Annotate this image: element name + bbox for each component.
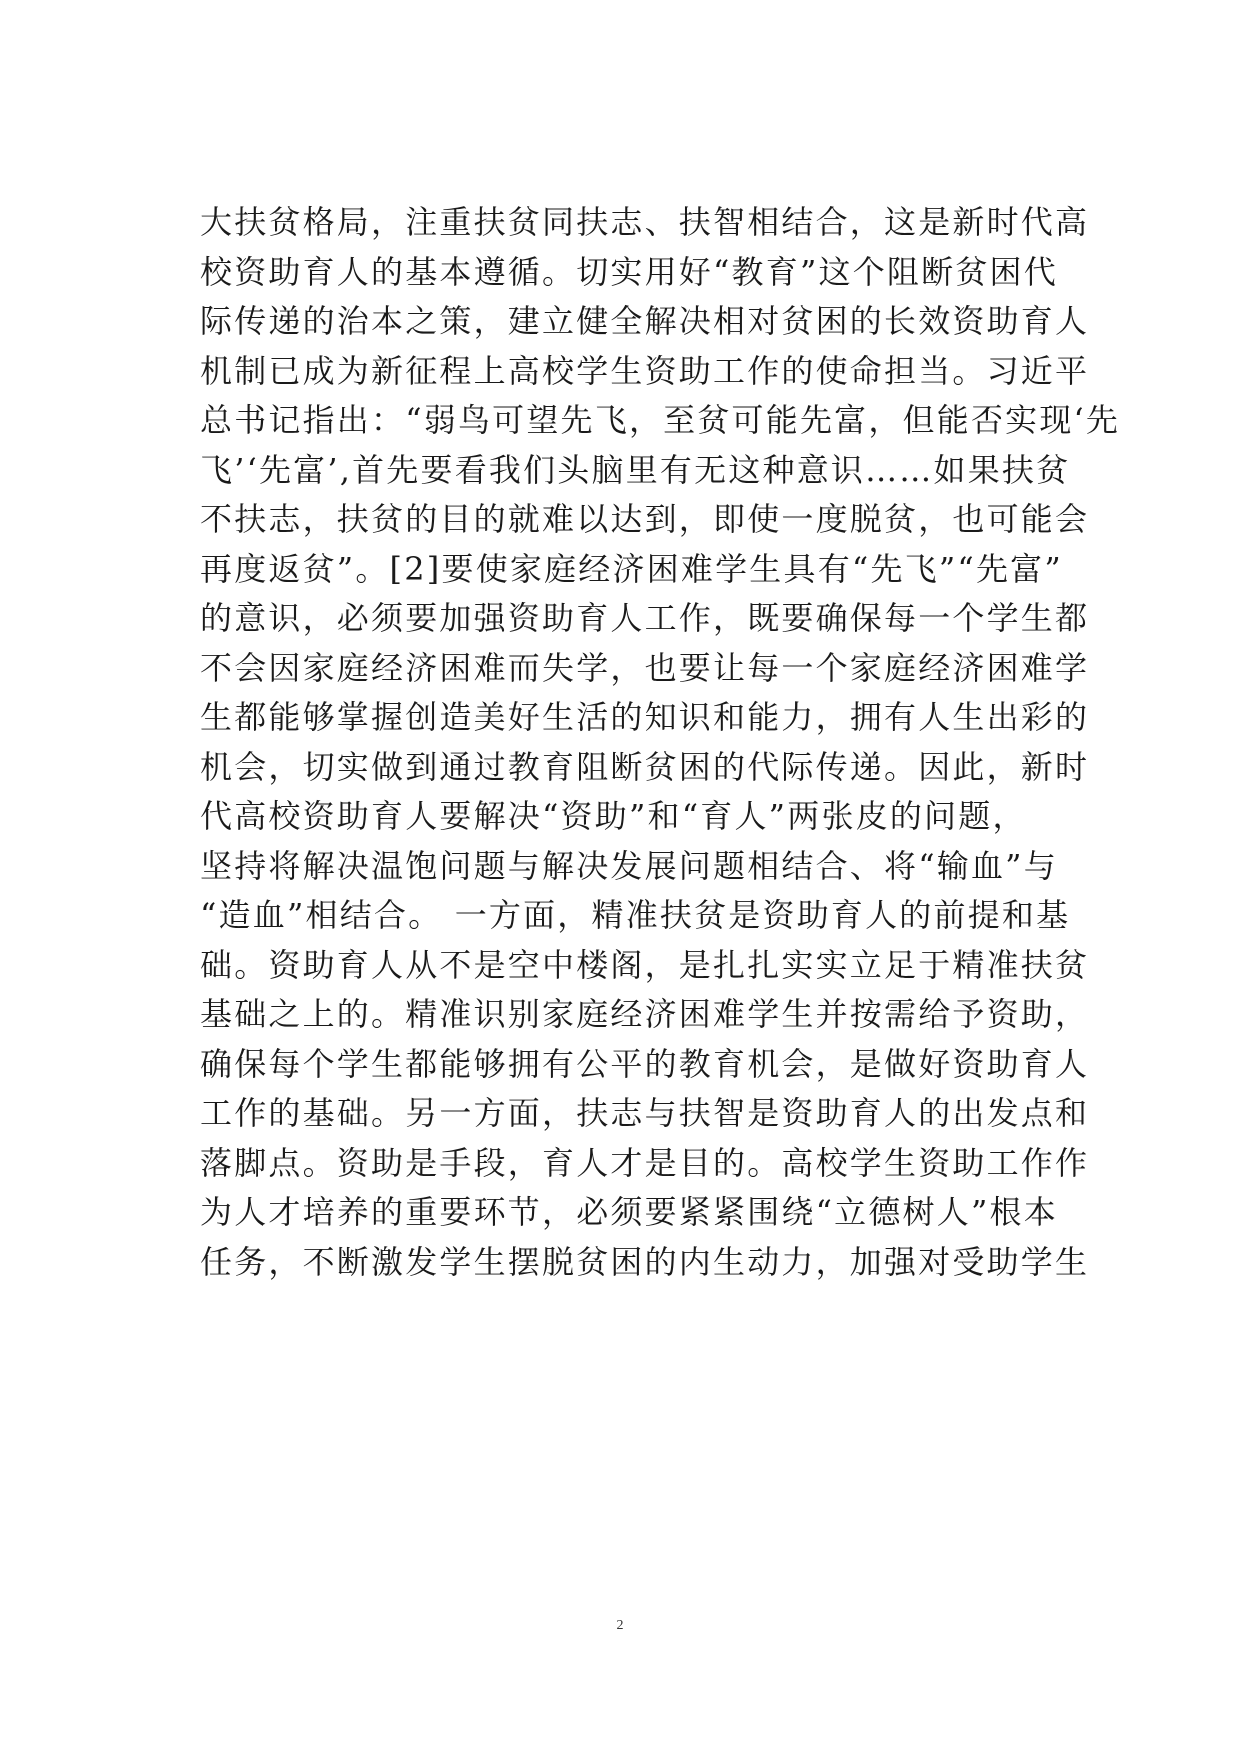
text-line-13: 代高校资助育人要解决“资助”和“育人”两张皮的问题， bbox=[200, 797, 1027, 835]
text-line-19: 工作的基础。另一方面，扶志与扶智是资助育人的出发点和 bbox=[200, 1094, 1090, 1132]
body-paragraph bbox=[200, 198, 1121, 1287]
text-line-22: 任务，不断激发学生摆脱贫困的内生动力，加强对受助学生 bbox=[200, 1242, 1090, 1281]
text-line-18: 确保每个学生都能够拥有公平的教育机会，是做好资助育人 bbox=[200, 1044, 1090, 1083]
text-line-10: 不会因家庭经济困难而失学，也要让每一个家庭经济困难学 bbox=[200, 648, 1090, 687]
text-line-4: 机制已成为新征程上高校学生资助工作的使命担当。习近平 bbox=[200, 351, 1090, 390]
text-line-8: 再度返贫”。[2]要使家庭经济困难学生具有“先飞”“先富” bbox=[200, 549, 1063, 588]
text-line-16: 础。资助育人从不是空中楼阁，是扎扎实实立足于精准扶贫 bbox=[200, 945, 1090, 984]
text-line-12: 机会，切实做到通过教育阻断贫困的代际传递。因此，新时 bbox=[200, 747, 1090, 786]
text-line-17: 基础之上的。精准识别家庭经济困难学生并按需给予资助， bbox=[200, 995, 1090, 1033]
text-line-21: 为人才培养的重要环节，必须要紧紧围绕“立德树人”根本 bbox=[200, 1193, 1058, 1231]
text-line-5: 总书记指出：“弱鸟可望先飞，至贫可能先富，但能否实现‘先 bbox=[200, 401, 1121, 439]
text-line-14: 坚持将解决温饱问题与解决发展问题相结合、将“输血”与 bbox=[200, 846, 1058, 885]
text-line-20: 落脚点。资助是手段，育人才是目的。高校学生资助工作作 bbox=[200, 1143, 1090, 1182]
text-line-2: 校资助育人的基本遵循。切实用好“教育”这个阻断贫困代 bbox=[200, 252, 1058, 291]
text-line-9: 的意识，必须要加强资助育人工作，既要确保每一个学生都 bbox=[200, 599, 1090, 637]
text-line-11: 生都能够掌握创造美好生活的知识和能力，拥有人生出彩的 bbox=[200, 698, 1090, 736]
page-number: 2 bbox=[616, 1618, 624, 1633]
text-line-3: 际传递的治本之策，建立健全解决相对贫困的长效资助育人 bbox=[200, 302, 1090, 340]
text-line-1: 大扶贫格局，注重扶贫同扶志、扶智相结合，这是新时代高 bbox=[200, 203, 1090, 241]
text-line-6: 飞’‘先富’,首先要看我们头脑里有无这种意识……如果扶贫 bbox=[200, 450, 1071, 489]
text-line-15: “造血”相结合。 一方面，精准扶贫是资助育人的前提和基 bbox=[200, 896, 1071, 934]
text-line-7: 不扶志，扶贫的目的就难以达到，即使一度脱贫，也可能会 bbox=[200, 500, 1090, 538]
